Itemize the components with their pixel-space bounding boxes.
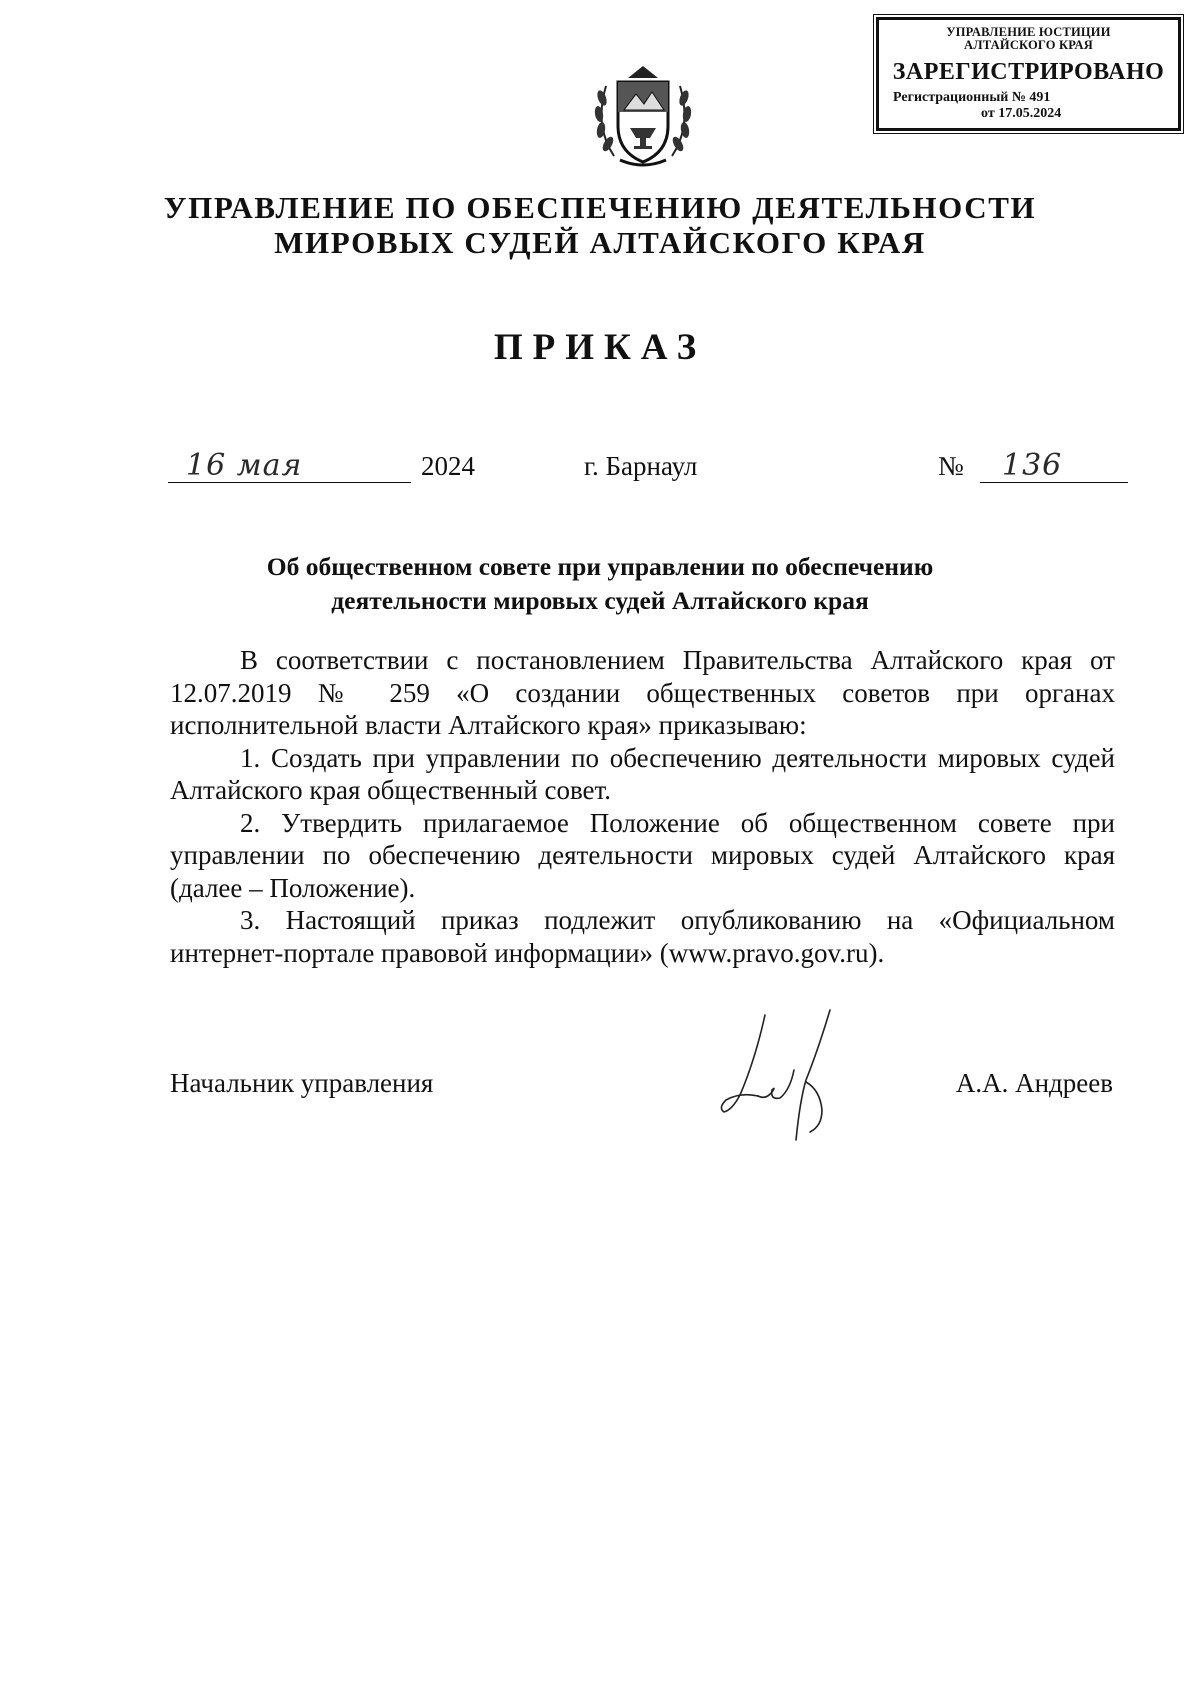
subject-line1: Об общественном совете при управлении по обеспечению: [266, 552, 934, 581]
year: 2024: [421, 451, 475, 481]
date-field: [168, 448, 411, 483]
stamp-status: ЗАРЕГИСТРИРОВАНО: [892, 59, 1165, 85]
registration-stamp: [876, 17, 1181, 131]
number-field: [980, 448, 1128, 483]
stamp-org-line2: АЛТАЙСКОГО КРАЯ: [964, 38, 1093, 52]
handwritten-number: 136: [1002, 448, 1063, 483]
document-type: ПРИКАЗ: [493, 327, 707, 368]
signatory-name: А.А. Андреев: [955, 1068, 1113, 1098]
stamp-reg-number: Регистрационный № 491: [893, 90, 1051, 105]
signatory-position: Начальник управления: [170, 1068, 434, 1098]
item-1: 1. Создать при управлении по обеспечению деятельности мировых судей Алтайского края общественный совет.: [170, 742, 1115, 805]
stamp-reg-date: от 17.05.2024: [981, 106, 1062, 121]
handwritten-date: 16 мая: [186, 448, 303, 483]
document-subject: [200, 550, 1000, 618]
agency-title-line2: МИРОВЫХ СУДЕЙ АЛТАЙСКОГО КРАЯ: [274, 225, 926, 260]
item-2: 2. Утвердить прилагаемое Положение об общественном совете при управлении по обеспечению деятельности мировых судей Алтайского края (далее – Положение).: [170, 807, 1115, 903]
agency-title-line1: УПРАВЛЕНИЕ ПО ОБЕСПЕЧЕНИЮ ДЕЯТЕЛЬНОСТИ: [163, 190, 1037, 225]
city: г. Барнаул: [584, 451, 698, 481]
number-label: №: [938, 451, 964, 481]
stamp-org-line1: УПРАВЛЕНИЕ ЮСТИЦИИ: [946, 25, 1111, 39]
agency-title: [150, 190, 1050, 260]
item-3: 3. Настоящий приказ подлежит опубликованию на «Официальном интернет-портале правовой информации» (www.pravo.gov.ru).: [170, 905, 1115, 968]
handwritten-signature: [710, 1000, 860, 1150]
preamble-paragraph: В соответствии с постановлением Правительства Алтайского края от 12.07.2019 № 259 «О создании общественных советов при органах исполнительной власти Алтайского края» приказываю:: [170, 645, 1115, 740]
document-body: [170, 644, 1115, 969]
subject-line2: деятельности мировых судей Алтайского края: [331, 586, 869, 615]
coat-of-arms-icon: [584, 56, 702, 174]
